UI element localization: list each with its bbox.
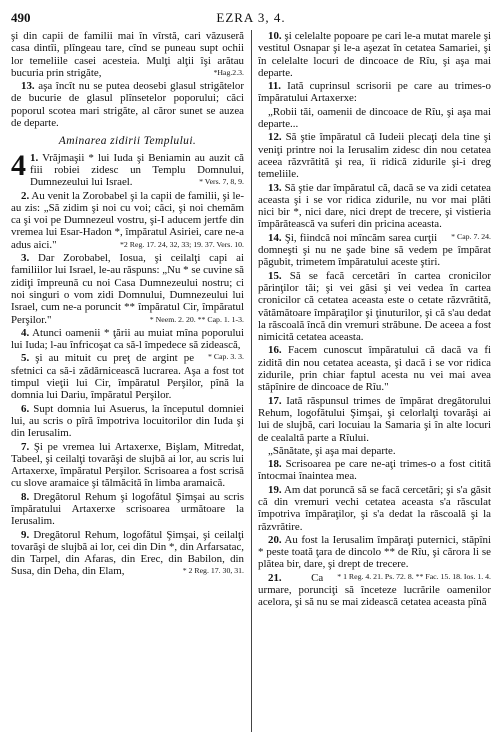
- verse-text: Să ştie împăratul că Iudeii plecaţi dela tine şi veniţi printre noi la Ierusalim zidesc din nou cetatea aceea răzvrătită şi rea, îi ridică zidurile şi-i dreg temeliile.: [258, 131, 491, 181]
- page-header: [11, 6, 491, 28]
- verse-4-16: [258, 344, 491, 393]
- verse-4-17: [258, 395, 491, 444]
- verse-12-continued: [11, 30, 244, 79]
- verse-number: 3.: [21, 252, 30, 265]
- verse-4-2: [11, 190, 244, 251]
- verse-number: 8.: [21, 490, 30, 503]
- verse-text: Scrisoarea pe care ne-aţi trimes-o a fost citită întocmai înaintea mea.: [258, 458, 491, 483]
- verse-text: Vrăjmaşii * lui Iuda şi Beniamin au auzit că fiii robiei zidesc un Templu Domnului, Dumnezeului lui Israel.: [30, 151, 244, 189]
- verse-text: Supt domnia lui Asuerus, la începutul domniei lui, au scris o pîră împotriva locuitorilor din Iuda şi din Ierusalim.: [11, 402, 244, 440]
- section-heading: Aminarea zidirii Templului.: [58, 135, 197, 148]
- verse-number: 11.: [268, 80, 282, 93]
- running-head: EZRA 3, 4.: [216, 10, 286, 25]
- verse-text: Dregătorul Rehum şi logofătul Şimşai au scris împăratului Artaxerxe scrisoarea următoare la Ierusalim.: [11, 490, 244, 528]
- verse-4-20: [258, 533, 491, 581]
- verse-4-7: [11, 441, 244, 490]
- cross-reference: * Cap. 7. 24.: [451, 231, 491, 241]
- left-column: [11, 30, 244, 734]
- verse-text: Am dat poruncă să se facă cercetări; şi s'a găsit că din vremuri vechi cetatea aceasta s'a răsculat împotriva împăraţilor, şi s'a dedat la răscoală şi la răzvrătire.: [258, 483, 491, 533]
- verse-text: şi celelalte popoare pe cari le-a mutat marele şi vestitul Osnapar şi le-a aşezat în cetatea Samariei, şi în celelalte locuri de dincoace de Rîu, şi aşa mai departe.: [258, 30, 491, 79]
- verse-4-6: [11, 403, 244, 440]
- verse-number: 14.: [268, 231, 282, 244]
- verse-text: Iată cuprinsul scrisorii pe care au trimes-o împăratului Artaxerxe:: [258, 80, 491, 105]
- verse-text: şi din capii de familii mai în vîrstă, cari văzuseră casa dintîi, plîngeau tare, cînd se puneau supt ochii lor temeliile casei acesteia. Mulţi alţii îşi arătau bucuria prin strigăte,: [11, 30, 244, 79]
- verse-4-18: [258, 458, 491, 483]
- verse-number: 2.: [21, 189, 30, 202]
- text-columns: [11, 30, 491, 734]
- verse-text: Ca urmare, porunciţi să înceteze lucrările oamenilor acelora, şi să nu se mai zidească cetatea aceasta pînă: [258, 571, 491, 609]
- verse-text: Şi pe vremea lui Artaxerxe, Bişlam, Mitredat, Tabeel, şi ceilalţi tovarăşi de slujbă ai lor, au scris lui Artaxerxe, împăratul Perşilor. Scrisoarea a fost scrisă cu slove aramaice şi tălmăcită în limba aramaică.: [11, 440, 244, 490]
- verse-number: 5.: [21, 352, 30, 365]
- verse-4-11: [258, 80, 491, 105]
- verse-text: aşa încît nu se putea deosebi glasul strigătelor de bucurie de glasul plînsetelor poporului; căci poporul scotea mari strigăte, al căror sunet se auzea de departe.: [11, 80, 244, 130]
- verse-number: 19.: [268, 483, 282, 496]
- bible-page: [11, 6, 491, 734]
- verse-text: Dar Zorobabel, Iosua, şi ceilalţi capi ai familiilor lui Israel, le-au răspuns: „Nu * se cuvine să zidiţi împreună cu noi Casa Dumnezeului nostru; ci noi singuri o vom zidi Domnului, Dumnezeului lui Israel, cum ne-a poruncit ** împăratul Cir, împăratul Perşilor.": [11, 252, 244, 326]
- verse-number: 9.: [21, 528, 30, 541]
- verse-4-3: [11, 252, 244, 326]
- verse-number: 12.: [268, 131, 282, 144]
- verse-number: 13.: [21, 80, 35, 93]
- verse-text: Şi, fiindcă noi mîncăm sarea curţii domneşti şi nu ne şade bine să vedem pe împărat păgubit, trimetem împăratului aceste ştiri.: [258, 231, 491, 269]
- verse-text: Să se facă cercetări în cartea cronicilor părinţilor tăi; şi vei găsi şi vei vedea în cartea cronicilor că cetatea aceasta este o cetate răzvrătită, vătămătoare împăraţilor şi ţinuturilor, şi că s'au dedat la răscoală încă din vremuri străbune. De aceea a fost nimicită cetatea aceasta.: [258, 269, 491, 344]
- verse-text: Dregătorul Rehum, logofătul Şimşai, şi ceilalţi tovarăşi de slujbă ai lor, cei din Din *, din Arfarsatac, din Tarpel, din Afaras, din Erec, din Babilon, din Susa, din Deha, din Elam,: [11, 528, 244, 578]
- verse-number: 13.: [268, 181, 282, 194]
- cross-reference: *2 Reg. 17. 24, 32, 33; 19. 37. Vers. 10.: [120, 239, 244, 249]
- cross-reference: * 2 Reg. 17. 30, 31.: [182, 566, 244, 576]
- cross-reference: *Hag.2.3.: [213, 67, 244, 77]
- verse-number: 7.: [21, 440, 30, 453]
- cross-reference: * Vers. 7, 8, 9.: [199, 177, 244, 187]
- verse-4-15: [258, 270, 491, 344]
- verse-4-10: [258, 30, 491, 79]
- verse-4-9: [11, 529, 244, 578]
- verse-4-8: [11, 491, 244, 528]
- verse-number: 4.: [21, 326, 30, 339]
- verse-text: Să ştie dar împăratul că, dacă se va zidi cetatea aceasta şi i se vor ridica zidurile, nu vor mai plăti nici bir *, nici dare, nici drept de trecere, şi vistieria împărătească va suferi din pricina aceasta.: [258, 181, 491, 231]
- verse-number: 20.: [268, 533, 282, 546]
- verse-number: 15.: [268, 269, 282, 282]
- verse-number: 1.: [30, 151, 39, 164]
- verse-text: şi au mituit cu preţ de argint pe sfetnici ca să-i zădărnicească lucrarea. Aşa a fost tot timpul vieţii lui Cir, împăratul Perşilor, pînă la domnia lui Dariu, împăratul Perşilor.: [11, 352, 244, 402]
- verse-4-17-quote: „Sănătate, şi aşa mai departe.: [268, 444, 396, 457]
- cross-reference: * Cap. 3. 3.: [208, 352, 244, 362]
- chapter-number: 4: [11, 148, 26, 182]
- verse-text: Au venit la Zorobabel şi la capii de familii, şi le-au zis: „Să zidim şi noi cu voi; căci, şi noi chemăm ca şi voi pe Dumnezeul vostru, şi-I aducem jertfe din vremea lui Esar-Hadon *, împăratul Asiriei, care ne-a adus aici.": [11, 189, 244, 251]
- verse-13: [11, 80, 244, 129]
- verse-text: Facem cunoscut împăratului că dacă va fi zidită din nou cetatea aceasta, şi dacă i se vor ridica zidurile, prin chiar faptul acesta nu vei mai avea stăpînire de dincoace de Rîu.": [258, 344, 491, 394]
- verse-number: 16.: [268, 344, 282, 357]
- verse-number: 17.: [268, 394, 282, 407]
- verse-number: 18.: [268, 458, 282, 471]
- cross-reference: * Neem. 2. 20. ** Cap. 1. 1-3.: [149, 314, 244, 324]
- verse-text: Atunci oamenii * ţării au muiat mîna poporului lui Iuda; l-au înfricoşat ca să-l împedece să zidească,: [11, 326, 244, 352]
- verse-4-19: [258, 484, 491, 533]
- page-number: 490: [11, 10, 31, 25]
- cross-reference: * 1 Reg. 4. 21. Ps. 72. 8. ** Fac. 15. 18. Ios. 1. 4.: [337, 571, 491, 581]
- verse-4-11-quote: „Robii tăi, oamenii de dincoace de Rîu, şi aşa mai departe...: [258, 105, 491, 131]
- verse-text: Au fost la Ierusalim împăraţi puternici, stăpîni * peste toată ţara de dincolo ** de Rîu, şi cărora li se plătea bir, dare, şi drept de trecere.: [258, 533, 491, 571]
- verse-4-1: [11, 148, 244, 189]
- verse-4-12: [258, 131, 491, 180]
- verse-number: 10.: [268, 30, 282, 42]
- right-column: [258, 30, 491, 734]
- verse-number: 6.: [21, 402, 30, 415]
- verse-text: Iată răspunsul trimes de împărat dregătorului Rehum, logofătului Şimşai, şi celorlalţi tovarăşi ai lui de slujbă, cari locuiau la Samaria şi în alte locuri de cealaltă parte a Rîului.: [258, 394, 491, 444]
- verse-number: 21.: [268, 571, 282, 584]
- verse-4-4: [11, 326, 244, 362]
